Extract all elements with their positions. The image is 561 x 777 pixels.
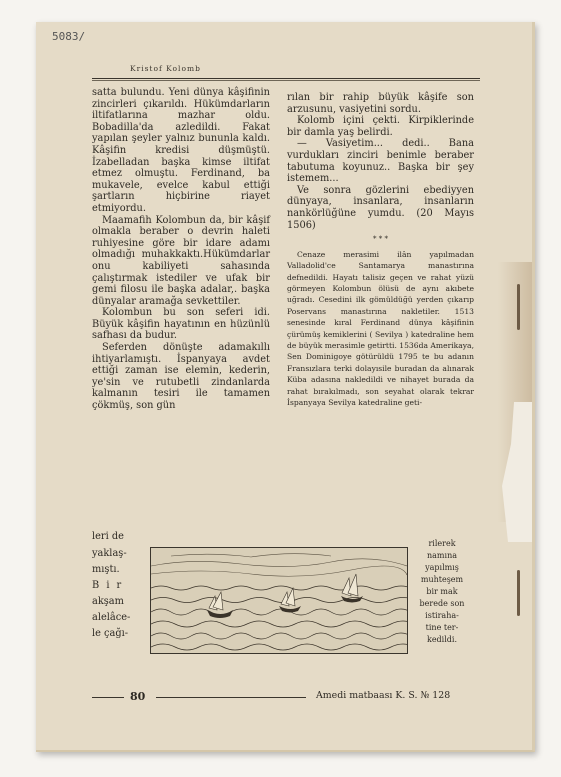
wrap-text-left: leri de <box>92 531 124 542</box>
wrap-text-right: kedildi. <box>426 635 458 644</box>
wrap-text-right: rilerek <box>428 539 456 548</box>
footer-rule <box>156 697 306 698</box>
header-rule-thin <box>92 80 480 81</box>
footnote-paragraph: Cenaze merasimi ilân yapılmadan Valladolid'ce Santamarya manastırına defnedildi. Hayatı talisiz geçen ve rahat yüzü görmeyen Kolombun ölüsü de aynı akıbete uğradı. Cesedini ilk gömüldüğü yerden çıkarıp Poservans manastırına nakletiler. 1513 senesinde kıral Ferdinand dünya kâşifinin çürümüş kemiklerini ( Sevilya ) katedraline hem de büyük merasimle getirtti. 1536da Amerikaya, Sen Dominigoye götürüldü 1795 te bu adanın Fransızlara terki dolayısile buradan da alınarak Küba adasına nakledildi ve nihayet burada da rahat bırakılmadı, son seyahat olarak tekrar İspanyaya Sevilya katedraline geti- <box>287 249 474 407</box>
running-header: Kristof Kolomb <box>130 64 201 73</box>
wrap-text-left: B i r <box>92 580 124 591</box>
left-column <box>92 87 270 412</box>
staple-bottom <box>517 570 520 616</box>
paragraph: Ve sonra gözlerini ebediyyen dünyaya, insanlara, insanların nankörlüğüne yumdu. (20 Mayıs 1506) <box>287 184 474 231</box>
wrap-text-left: alelâce- <box>92 612 131 623</box>
paragraph: Kolombun bu son seferi idi. Büyük kâşifin hayatının en hüzünlü safhası da budur. <box>92 307 270 342</box>
staple-top <box>517 284 520 330</box>
wrap-text-left: mıştı. <box>92 564 120 575</box>
wrap-text-left: yaklaş- <box>92 548 127 559</box>
wrap-text-right: yapılmış <box>425 563 459 572</box>
wrap-text-right: tine ter- <box>425 623 459 632</box>
paragraph: Maamafih Kolombun da, bir kâşif olmakla beraber o devrin haleti ruhiyesine göre bir idare adamı olmadığı muhakkaktı.Hükümdarlar onu kabiliyeti sahasında çalıştırmak istediler ve ufak bir gemi filosu ile başka adalar,. başka dünyalar aramağa sevkettiler. <box>92 214 270 307</box>
wrap-text-right: berede son <box>419 599 465 608</box>
wrap-text-left: akşam <box>92 596 124 607</box>
sea-ships-engraving <box>151 548 407 653</box>
section-stars: * * * <box>373 235 388 244</box>
paragraph: rılan bir rahip büyük kâşife son arzusunu, vasiyetini sordu. <box>287 92 474 115</box>
paragraph: Kolomb içini çekti. Kirpiklerinde bir damla yaş belirdi. <box>287 115 474 138</box>
footer-rule <box>92 697 124 698</box>
header-rule <box>92 78 480 79</box>
ships-illustration <box>150 547 408 654</box>
wrap-text-right: namına <box>427 551 457 560</box>
paragraph: satta bulundu. Yeni dünya kâşifinin zincirleri çıkarıldı. Hükümdarların iltifatlarına mazhar oldu. Bobadilla'da azledildi. Fakat yapılan şeyler yalnız bununla kaldı. Kâşifin kredisi düşmüştü. İzabelladan başka kimse iltifat etmez olmuştu. Ferdinand, ba mukavele, evelce kabul ettiği şartların hiçbirine riayet etmiyordu. <box>92 87 270 214</box>
wrap-text-right: istiraha- <box>425 611 459 620</box>
paragraph: Seferden dönüşte adamakıllı ihtiyarlamıştı. İspanyaya avdet ettiği zaman ise elemin, kederin, ye'sin ve rutubetli zindanlarda kalmanın tesiri ile tamamen çökmüş, son gün <box>92 342 270 412</box>
paragraph: — Vasiyetim... dedi.. Bana vurdukları zinciri benimle beraber tabutuma koyunuz.. Başka bir şey istemem... <box>287 138 474 185</box>
wrap-text-left: le çağı- <box>92 628 129 639</box>
page-number: 80 <box>130 690 146 703</box>
wrap-text-right: muhteşem <box>420 575 464 584</box>
handwritten-note: 5083/ <box>52 30 86 43</box>
right-column <box>287 92 474 408</box>
wrap-text-right: bir mak <box>426 587 458 596</box>
printer-imprint: Amedi matbaası K. S. № 128 <box>316 690 451 701</box>
